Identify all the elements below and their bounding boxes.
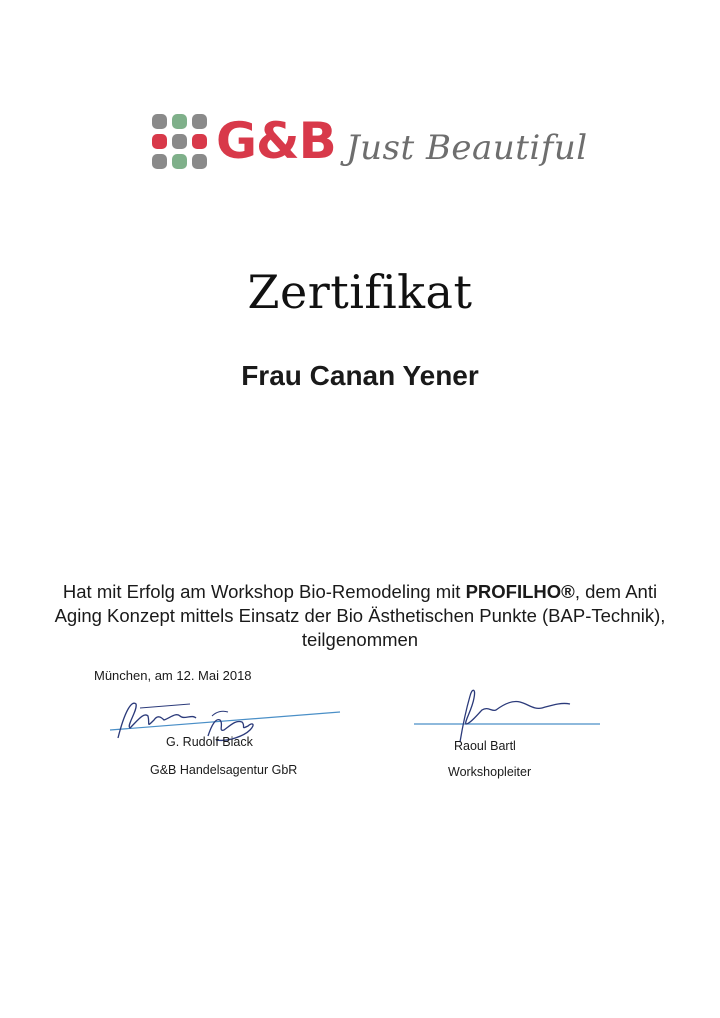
signatory-role-right: Workshopleiter (448, 765, 532, 779)
place-date: München, am 12. Mai 2018 (94, 668, 252, 683)
signatory-name-right: Raoul Bartl (454, 739, 516, 753)
logo-letters: G&B (216, 112, 336, 170)
logo-tagline: Just Beautiful (346, 128, 588, 168)
company-logo (150, 108, 590, 188)
signature-block-left (100, 690, 350, 790)
recipient-name: Frau Canan Yener (241, 360, 479, 391)
logo-mark-icon (150, 112, 210, 172)
signature-block-right (410, 680, 610, 790)
certificate-title: Zertifikat (247, 265, 473, 319)
body-text-part2: , dem Anti Aging Konzept mittels Einsatz der Bio Ästhetischen Punkte (BAP-Technik), teilgenommen (54, 581, 666, 650)
product-name: PROFILHO® (465, 581, 575, 602)
signatory-role-left: G&B Handelsagentur GbR (150, 763, 298, 777)
signatory-name-left: G. Rudolf Biack (166, 735, 253, 749)
certificate-body (40, 580, 680, 652)
body-text-part1: Hat mit Erfolg am Workshop Bio-Remodeling mit (62, 581, 466, 602)
